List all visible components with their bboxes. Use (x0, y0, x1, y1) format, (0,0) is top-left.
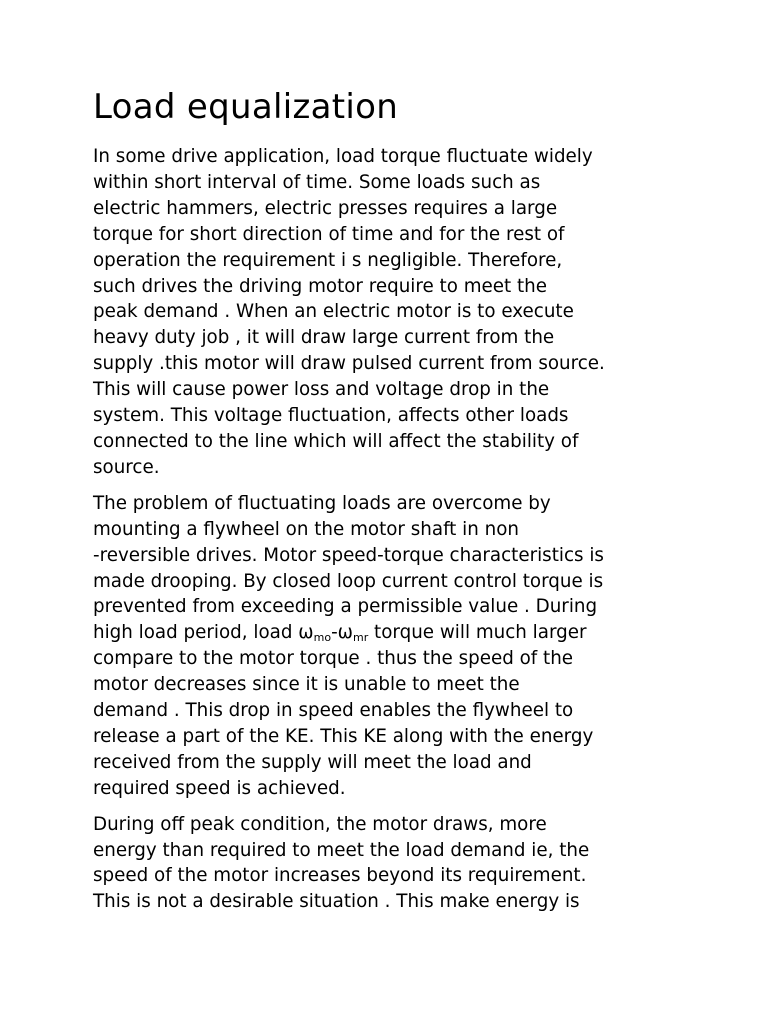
text-line: received from the supply will meet the load and (93, 751, 532, 773)
text-line: connected to the line which will affect the stability of (93, 430, 579, 452)
paragraph-2 (93, 491, 683, 802)
text-line: motor decreases since it is unable to meet the (93, 674, 520, 696)
text-line: peak demand . When an electric motor is to execute (93, 301, 574, 323)
text-line: made drooping. By closed loop current control torque is (93, 570, 604, 592)
text-line: This will cause power loss and voltage drop in the (93, 379, 550, 401)
text-line: release a part of the KE. This KE along with the energy (93, 725, 594, 747)
paragraph-1 (93, 144, 683, 481)
text-line: This is not a desirable situation . This make energy is (93, 891, 580, 913)
text-line: speed of the motor increases beyond its requirement. (93, 865, 587, 887)
text-line: electric hammers, electric presses requires a large (93, 197, 558, 219)
formula-prefix: high load period, load (93, 622, 299, 644)
text-line: system. This voltage fluctuation, affects other loads (93, 405, 569, 427)
text-line: demand . This drop in speed enables the flywheel to (93, 700, 574, 722)
formula-line (93, 620, 683, 646)
formula-suffix: torque will much larger (368, 622, 587, 644)
omega-symbol: ω (298, 622, 314, 644)
text-line: compare to the motor torque . thus the speed of the (93, 648, 574, 670)
text-line: within short interval of time. Some loads such as (93, 171, 541, 193)
text-line: During off peak condition, the motor draws, more (93, 813, 547, 835)
text-line: such drives the driving motor require to meet the (93, 275, 547, 297)
formula-dash: - (331, 622, 338, 644)
omega-symbol: ω (337, 622, 353, 644)
text-line: torque for short direction of time and for the rest of (93, 223, 565, 245)
text-line: operation the requirement i s negligible. Therefore, (93, 249, 563, 271)
subscript-mr: mr (352, 631, 369, 645)
text-line: prevented from exceeding a permissible value . During (93, 596, 598, 618)
text-line: supply .this motor will draw pulsed current from source. (93, 353, 605, 375)
text-line: mounting a flywheel on the motor shaft in non (93, 518, 519, 540)
text-line: energy than required to meet the load demand ie, the (93, 839, 590, 861)
text-line: source. (93, 456, 160, 478)
document-title: Load equalization (93, 87, 399, 127)
text-line: heavy duty job , it will draw large current from the (93, 327, 555, 349)
document-body (93, 84, 683, 925)
text-line: In some drive application, load torque fluctuate widely (93, 146, 593, 167)
text-line: The problem of fluctuating loads are overcome by (93, 492, 551, 514)
paragraph-3 (93, 812, 683, 916)
subscript-mo: mo (313, 631, 332, 645)
text-line: required speed is achieved. (93, 777, 346, 799)
text-line: -reversible drives. Motor speed-torque characteristics is (93, 544, 604, 566)
